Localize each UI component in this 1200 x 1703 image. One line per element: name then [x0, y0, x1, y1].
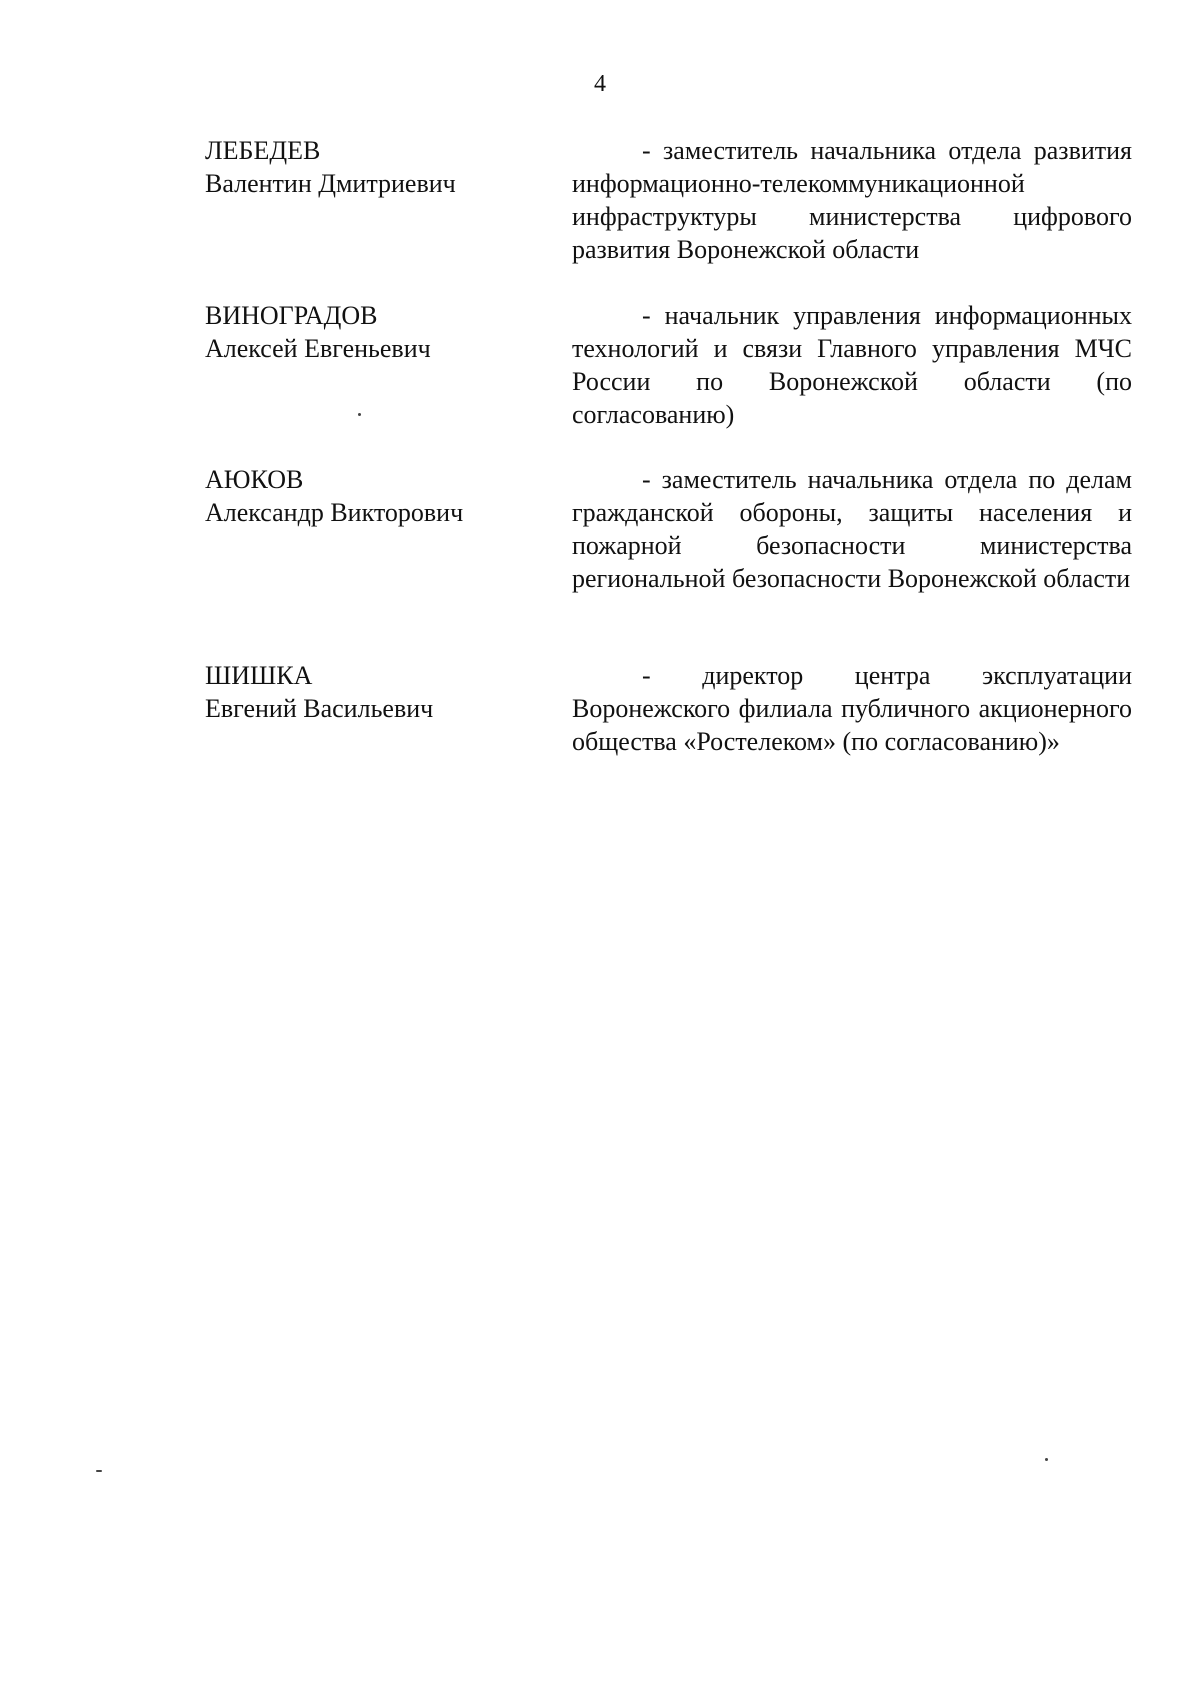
scan-speck [1045, 1458, 1048, 1461]
member-surname: ШИШКА [205, 661, 313, 690]
member-name [205, 134, 535, 200]
member-surname: ЛЕБЕДЕВ [205, 136, 321, 165]
member-position-text: - директор центра эксплуатации Воронежского филиала публичного акционерного общества «Ростелеком» (по согласованию)» [572, 661, 1132, 756]
member-surname: ВИНОГРАДОВ [205, 301, 378, 330]
member-position [572, 299, 1132, 431]
member-name [205, 463, 535, 529]
member-surname: АЮКОВ [205, 465, 304, 494]
member-position [572, 463, 1132, 595]
member-position-text: - заместитель начальника отдела развития информационно-телекоммуникационной инфраструктуры министерства цифрового развития Воронежской области [572, 136, 1132, 264]
page-number: 4 [594, 71, 606, 97]
scan-speck [96, 1470, 102, 1472]
member-position-text: - начальник управления информационных технологий и связи Главного управления МЧС России по Воронежской области (по согласованию) [572, 301, 1132, 429]
member-given-names: Александр Викторович [205, 498, 464, 527]
member-given-names: Евгений Васильевич [205, 694, 434, 723]
member-name [205, 659, 535, 725]
member-position [572, 659, 1132, 758]
member-given-names: Алексей Евгеньевич [205, 334, 431, 363]
scan-speck [358, 413, 361, 416]
member-position [572, 134, 1132, 266]
member-given-names: Валентин Дмитриевич [205, 169, 456, 198]
member-name [205, 299, 535, 365]
member-position-text: - заместитель начальника отдела по делам гражданской обороны, защиты населения и пожарной безопасности министерства региональной безопасности Воронежской области [572, 465, 1132, 593]
